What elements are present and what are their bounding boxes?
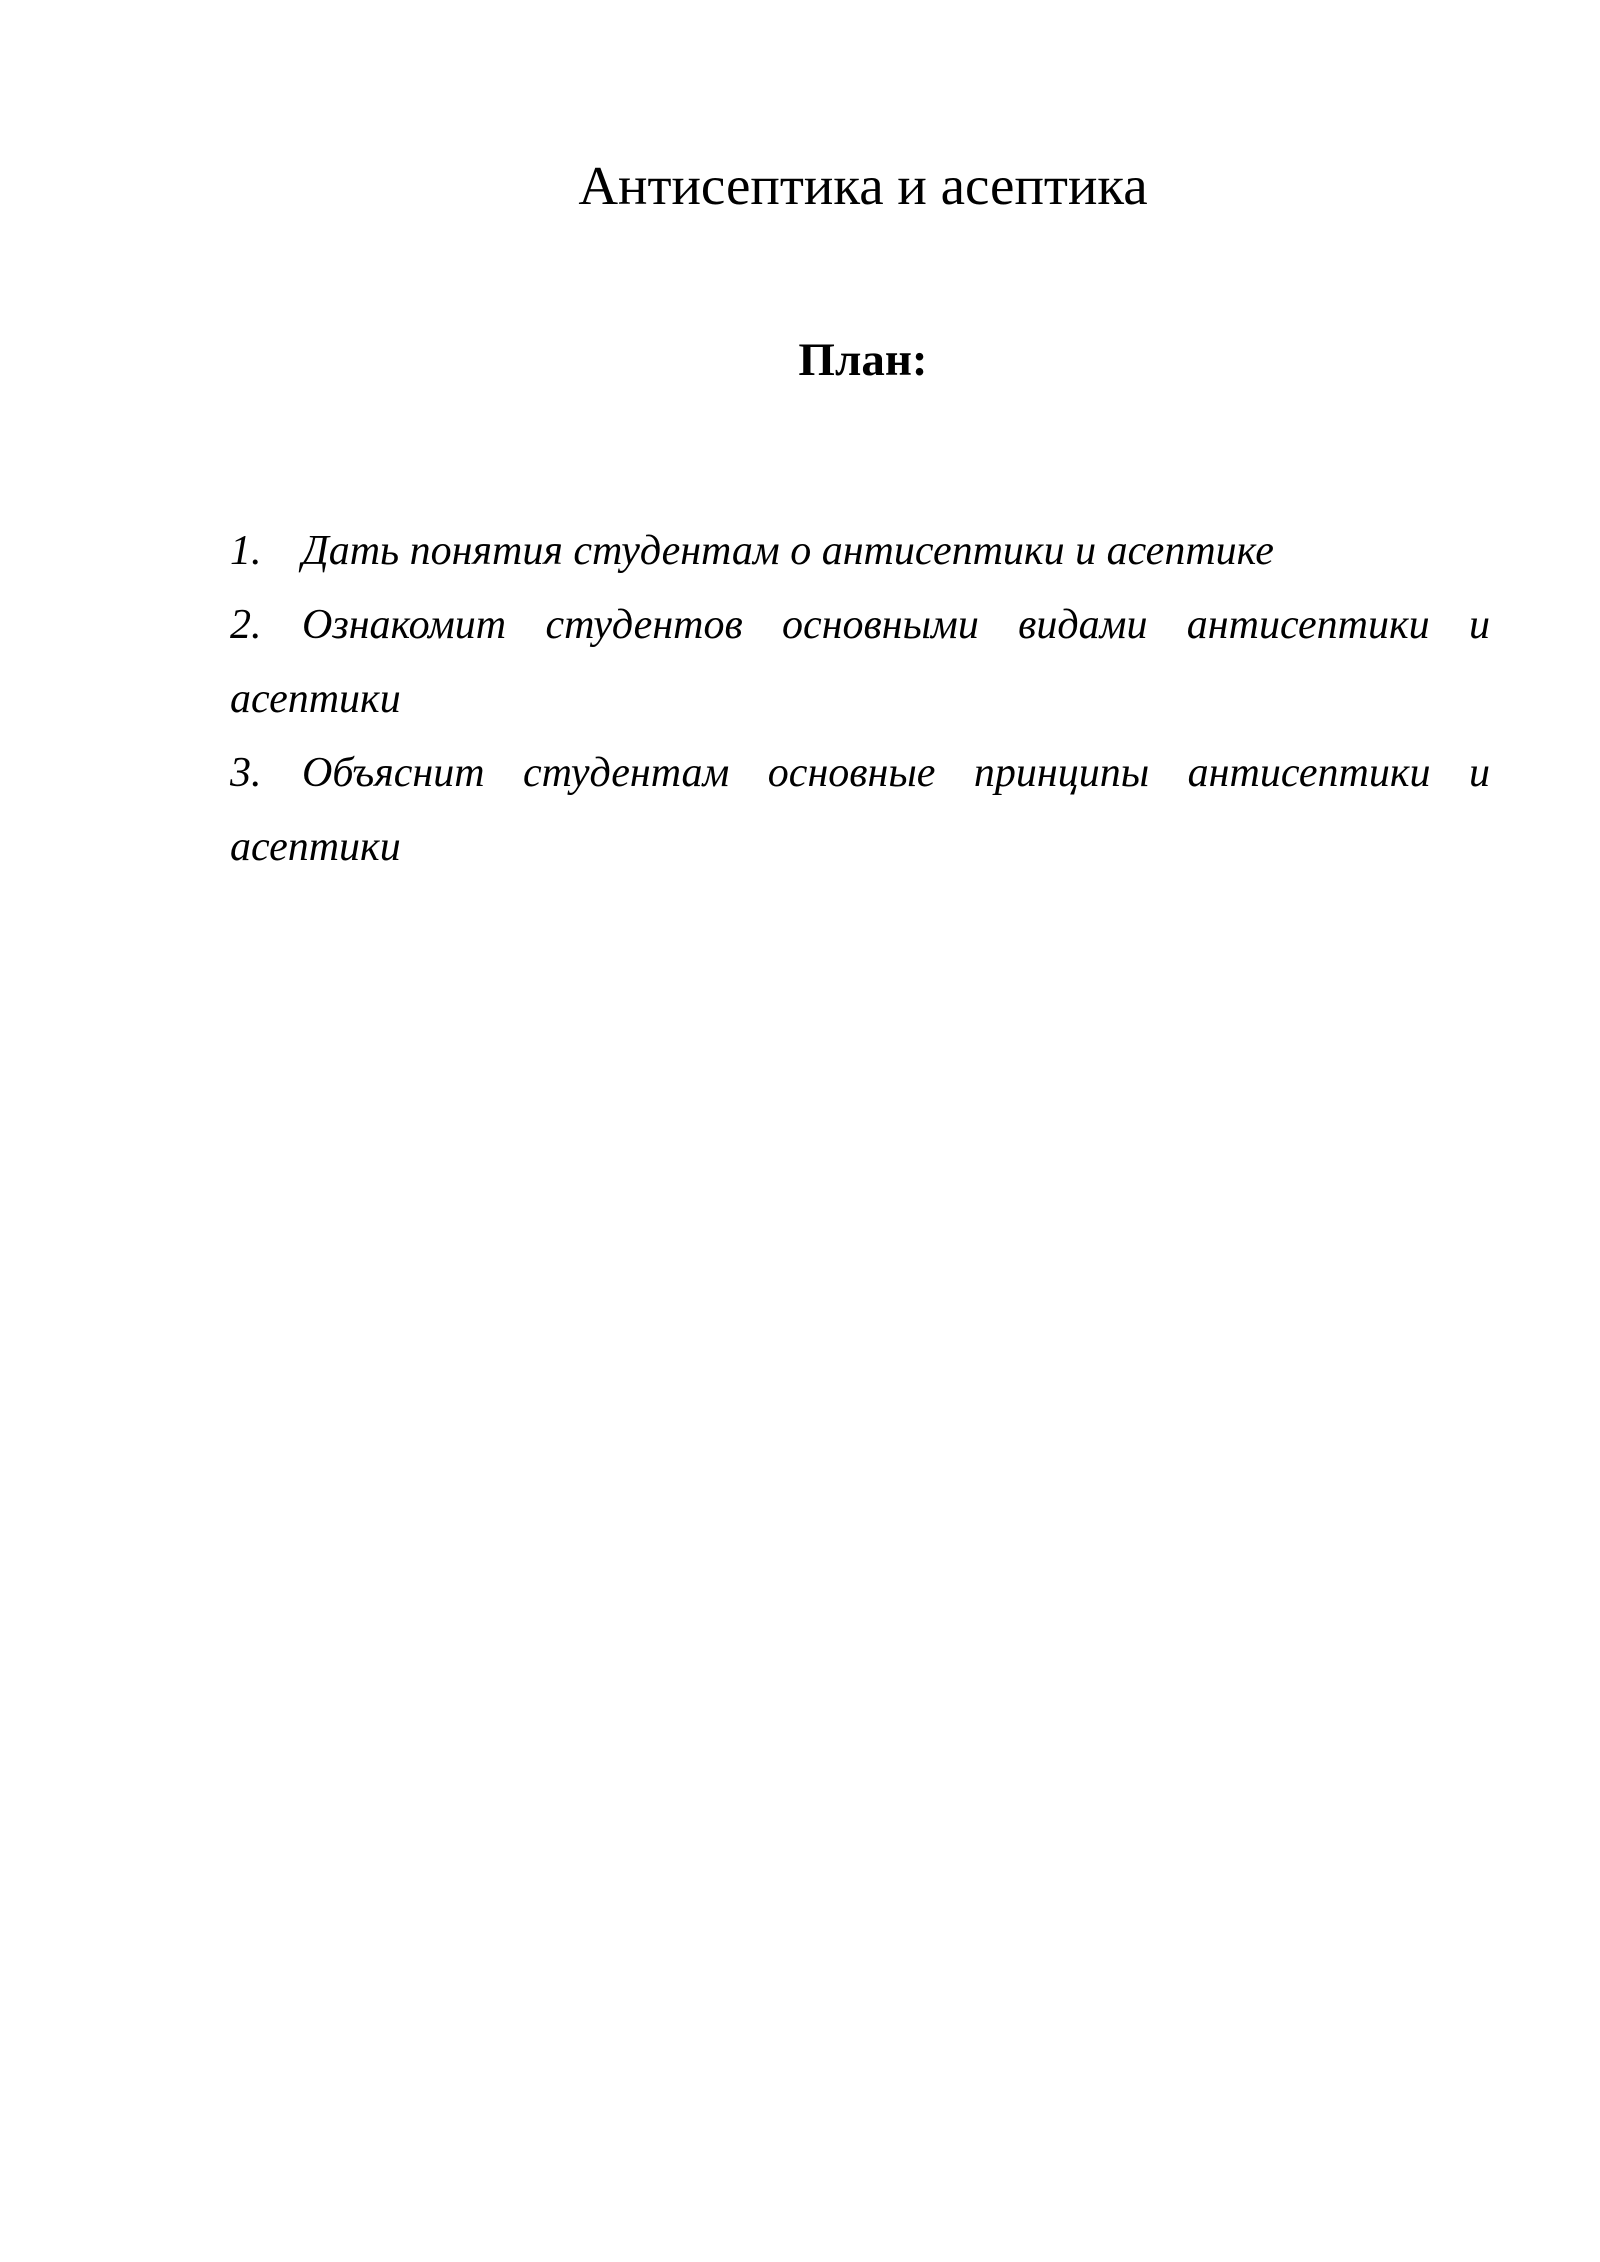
- plan-item-text: Объяснит студентам основные принципы антисептики и асептики: [230, 750, 1490, 870]
- plan-heading: План:: [798, 334, 928, 386]
- plan-item-3: [230, 736, 1490, 884]
- plan-item-text: Ознакомит студентов основными видами антисептики и асептики: [230, 602, 1490, 722]
- plan-item-2: [230, 588, 1490, 736]
- plan-list: [230, 514, 1490, 884]
- plan-item-number: 1.: [230, 528, 262, 574]
- plan-item-number: 3.: [230, 750, 262, 796]
- plan-item-number: 2.: [230, 602, 262, 648]
- plan-item-text: Дать понятия студентам о антисептики и асептике: [302, 528, 1274, 574]
- page-title: Антисептика и асептика: [578, 155, 1148, 216]
- plan-item-1: [230, 514, 1490, 588]
